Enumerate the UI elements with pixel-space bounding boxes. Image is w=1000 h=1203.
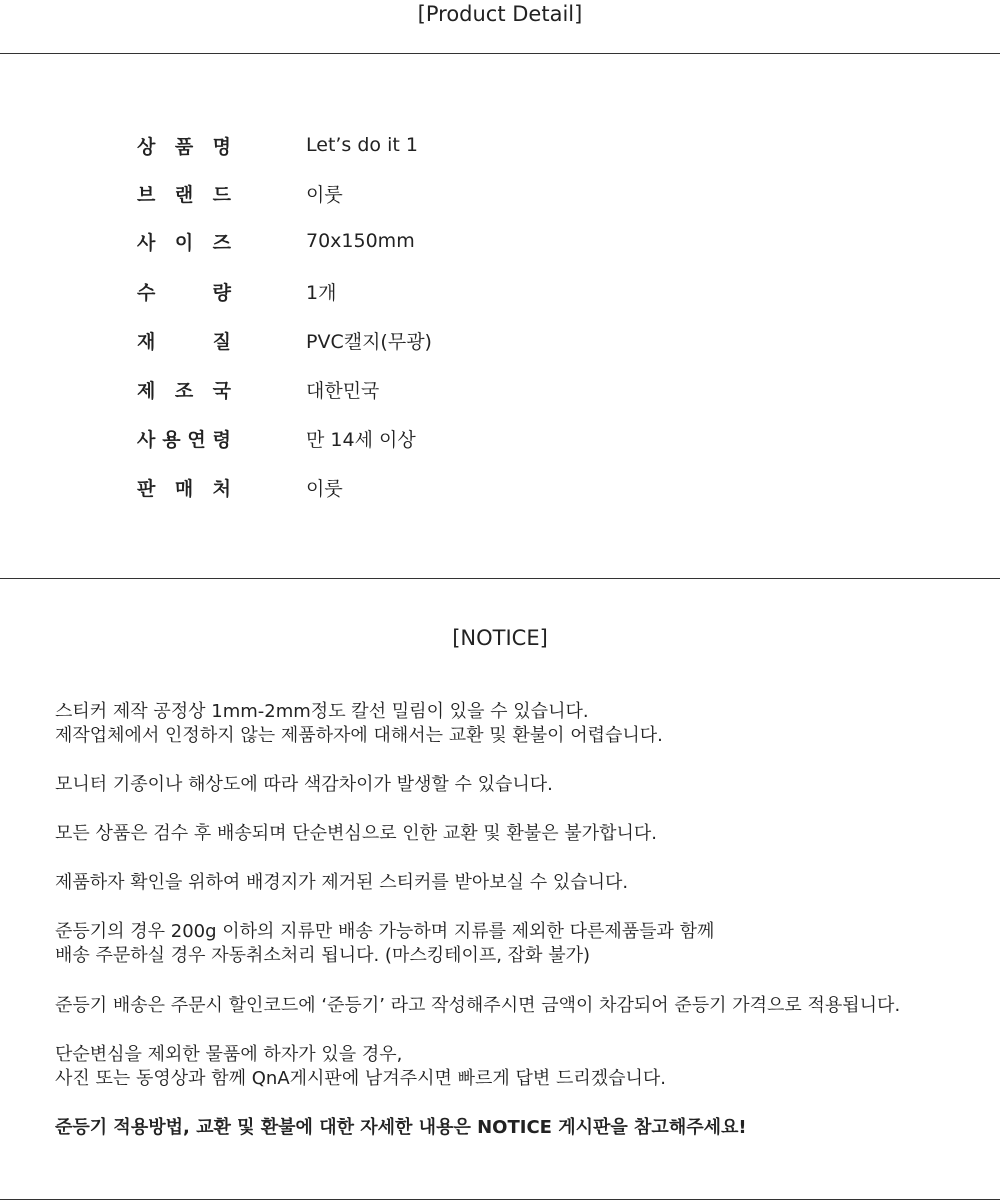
spec-label-char: 연 (187, 428, 206, 451)
notice-line: 제품하자 확인을 위하여 배경지가 제거된 스티커를 받아보실 수 있습니다. (55, 872, 629, 893)
divider-bottom (0, 1199, 1000, 1200)
spec-label (137, 132, 231, 159)
spec-label (137, 376, 231, 403)
spec-label (137, 278, 231, 305)
notice-line: 제작업체에서 인정하지 않는 제품하자에 대해서는 교환 및 환불이 어렵습니다. (55, 725, 663, 746)
spec-label-char: 국 (212, 379, 231, 402)
spec-row-name (137, 130, 418, 160)
spec-value: 대한민국 (306, 379, 380, 402)
notice-line: 배송 주문하실 경우 자동취소처리 됩니다. (마스킹테이프, 잡화 불가) (55, 945, 591, 966)
spec-label (137, 474, 231, 501)
notice-line: 준등기 배송은 주문시 할인코드에 ‘준등기’ 라고 작성해주시면 금액이 차감되어 준등기 가격으로 적용됩니다. (55, 995, 901, 1016)
spec-value: 이룻 (306, 477, 343, 500)
spec-label-char: 제 (137, 379, 156, 402)
spec-label-char: 수 (137, 281, 156, 304)
spec-value: Let’s do it 1 (306, 134, 418, 156)
spec-label-char: 처 (212, 477, 231, 500)
spec-label-char: 명 (212, 135, 231, 158)
spec-label-char: 즈 (212, 231, 231, 254)
spec-label-char: 랜 (174, 183, 194, 206)
spec-row-material (137, 325, 432, 355)
spec-label (137, 180, 231, 207)
spec-label-char: 상 (137, 135, 156, 158)
spec-label-char: 드 (212, 183, 231, 206)
spec-label-char: 질 (212, 330, 231, 353)
spec-label-char: 이 (174, 231, 194, 254)
spec-label-char: 재 (137, 330, 156, 353)
notice-title: [NOTICE] (452, 626, 548, 650)
notice-line: 사진 또는 동영상과 함께 QnA게시판에 남겨주시면 빠르게 답변 드리겠습니다. (55, 1068, 667, 1089)
notice-line: 단순변심을 제외한 물품에 하자가 있을 경우, (55, 1044, 403, 1065)
spec-row-size (137, 226, 415, 256)
spec-label-char: 품 (174, 135, 194, 158)
divider-middle (0, 578, 1000, 579)
notice-line: 스티커 제작 공정상 1mm-2mm정도 칼선 밀림이 있을 수 있습니다. (55, 701, 589, 722)
spec-row-seller (137, 472, 343, 502)
spec-label-char: 조 (174, 379, 194, 402)
spec-value: 70x150mm (306, 230, 415, 252)
spec-label-char: 판 (137, 477, 156, 500)
spec-label-char: 사 (137, 428, 156, 451)
spec-value: 만 14세 이상 (306, 428, 416, 451)
notice-line: 모니터 기종이나 해상도에 따라 색감차이가 발생할 수 있습니다. (55, 774, 553, 795)
spec-value: 이룻 (306, 183, 343, 206)
product-detail-title: [Product Detail] (417, 2, 583, 26)
spec-row-quantity (137, 276, 337, 306)
spec-label (137, 425, 231, 452)
notice-line: 준등기의 경우 200g 이하의 지류만 배송 가능하며 지류를 제외한 다른제품들과 함께 (55, 921, 715, 942)
spec-label-char: 용 (162, 428, 181, 451)
notice-line-emphasis: 준등기 적용방법, 교환 및 환불에 대한 자세한 내용은 NOTICE 게시판을 참고해주세요! (55, 1117, 747, 1138)
divider-top (0, 53, 1000, 54)
spec-row-age (137, 423, 416, 453)
notice-line: 모든 상품은 검수 후 배송되며 단순변심으로 인한 교환 및 환불은 불가합니다. (55, 823, 657, 844)
spec-row-origin (137, 374, 380, 404)
spec-label-char: 량 (212, 281, 231, 304)
spec-value: 1개 (306, 281, 337, 304)
spec-label-char: 령 (212, 428, 231, 451)
spec-label (137, 327, 231, 354)
spec-label-char: 브 (137, 183, 156, 206)
spec-label-char: 매 (174, 477, 194, 500)
spec-row-brand (137, 178, 343, 208)
spec-value: PVC캘지(무광) (306, 330, 432, 353)
spec-label (137, 228, 231, 255)
spec-label-char: 사 (137, 231, 156, 254)
